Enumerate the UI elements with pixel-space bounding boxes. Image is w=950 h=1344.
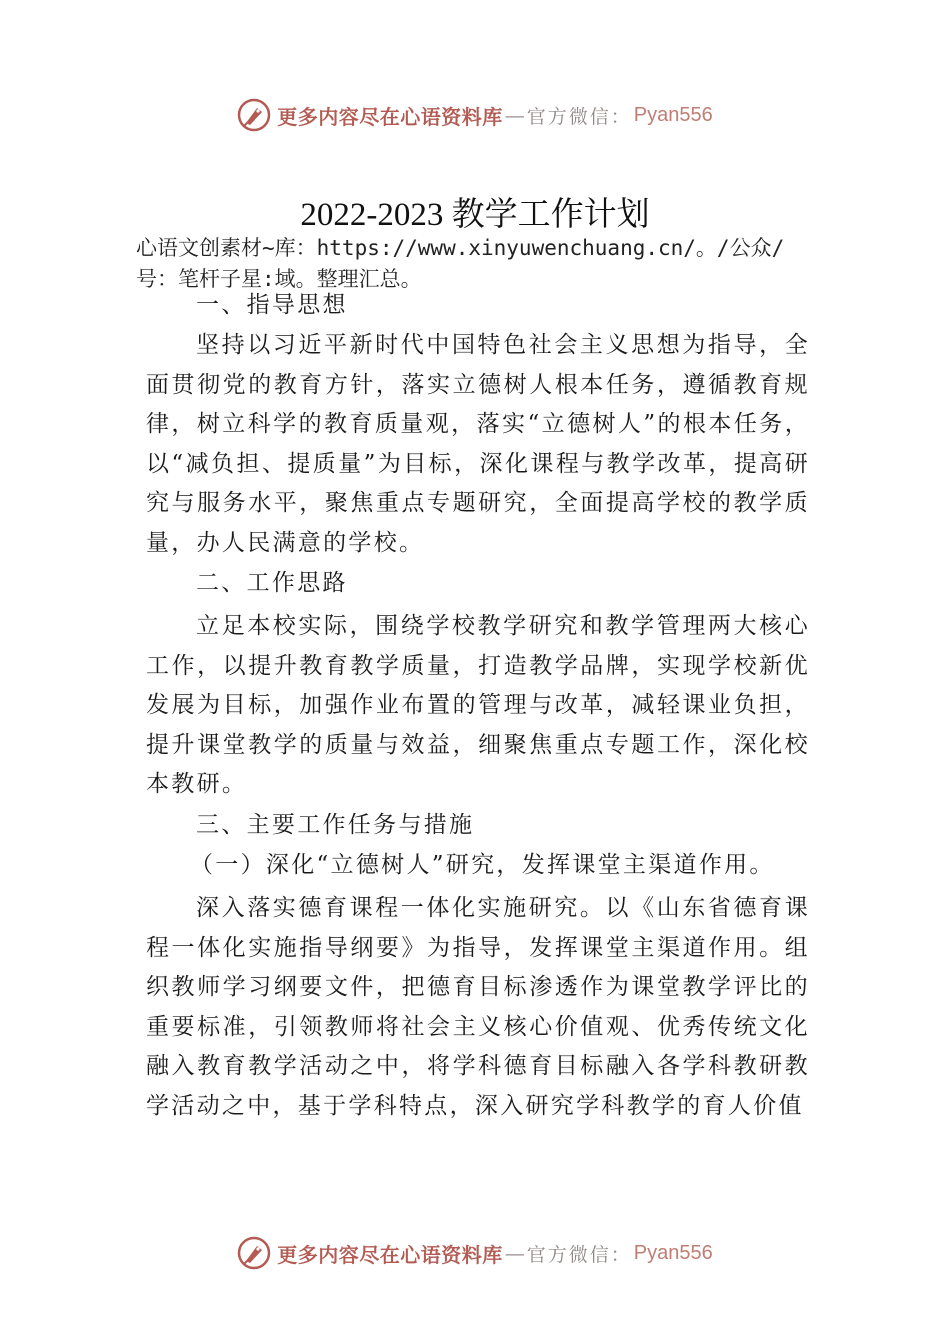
pen-nib-logo-icon [237,98,271,132]
subsection1-heading: （一）深化“立德树人”研究，发挥课堂主渠道作用。 [190,852,775,878]
banner-separator: — [504,103,525,127]
document-title: 2022-2023 教学工作计划 [300,197,650,233]
banner-text: 更多内容尽在心语资料库 [277,1242,503,1267]
section1-heading: 一、指导思想 [196,292,348,318]
subsection1-paragraph: 深入落实德育课程一体化实施研究。以《山东省德育课程一体化实施指导纲要》为指导，发挥课堂主渠道作用。组织教师学习纲要文件，把德育目标渗透作为课堂教学评比的重要标准，引领教师将社会主义核心价值观、优秀传统文化融入教育教学活动之中，将学科德育目标融入各学科教研教学活动之中，基于学科特点，深入研究学科教学的育人价值 [146,895,810,1119]
banner-text: 更多内容尽在心语资料库 [277,104,503,129]
section2-paragraph: 立足本校实际，围绕学校教学研究和教学管理两大核心工作，以提升教育教学质量，打造教学品牌，实现学校新优发展为目标，加强作业布置的管理与改革，减轻课业负担， 提升课堂教学的质量与效益，细聚焦重点专题工作，深化校本教研。 [146,613,810,797]
source-line: 心语文创素材~库：https://www.xinyuwenchuang.cn/。/公众/号：笔杆子星:域。整理汇总。 [136,236,785,291]
banner-separator: — [504,1241,525,1265]
banner-wechat-id: Pyan556 [633,1241,713,1264]
banner-label: 官方微信： [526,105,632,128]
banner-label: 官方微信： [526,1243,632,1266]
banner-wechat-id: Pyan556 [633,103,713,126]
pen-nib-logo-icon [237,1236,271,1270]
section1-paragraph: 坚持以习近平新时代中国特色社会主义思想为指导，全面贯彻党的教育方针，落实立德树人根本任务，遵循教育规律，树立科学的教育质量观，落实“立德树人”的根本任务，以“减负担、提质量”为目标，深化课程与教学改革，提高研究与服务水平，聚焦重点专题研究，全面提高学校的教学质量，办人民满意的学校。 [146,332,810,556]
footer-banner [0,1233,950,1273]
header-banner [0,95,950,135]
section2-heading: 二、工作思路 [196,570,348,596]
section3-heading: 三、主要工作任务与措施 [196,812,475,838]
